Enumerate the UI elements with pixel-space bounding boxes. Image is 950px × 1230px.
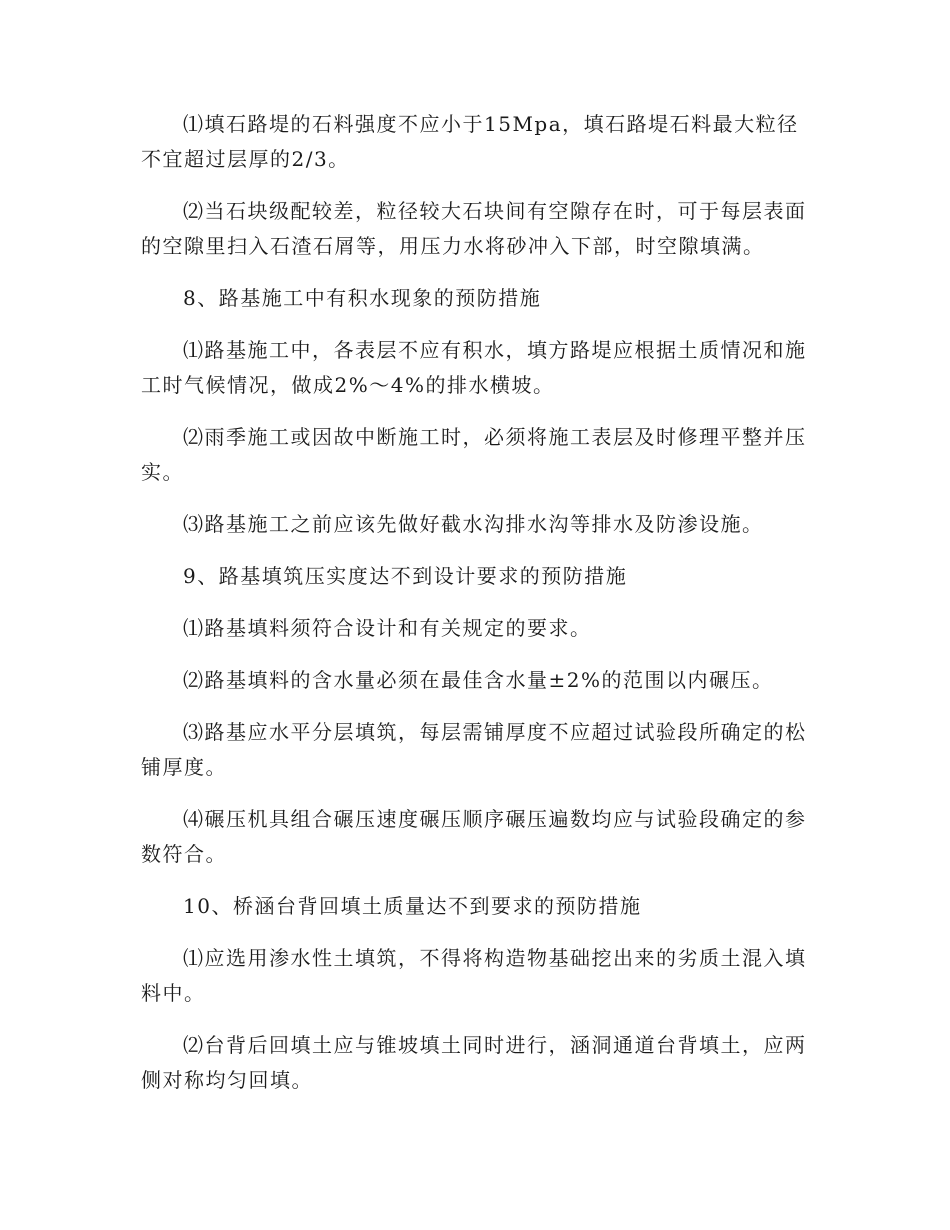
list-item: ⑴路基施工中，各表层不应有积水，填方路堤应根据土质情况和施工时气候情况，做成2%～4%的排水横坡。: [141, 338, 807, 397]
list-item: ⑵路基填料的含水量必须在最佳含水量±2%的范围以内碾压。: [183, 668, 774, 692]
section-heading-8: 8、路基施工中有积水现象的预防措施: [183, 286, 542, 310]
list-item: ⑴应选用渗水性土填筑，不得将构造物基础挖出来的劣质土混入填料中。: [141, 946, 807, 1005]
list-item: ⑵雨季施工或因故中断施工时，必须将施工表层及时修理平整并压实。: [141, 425, 807, 484]
list-item: ⑷碾压机具组合碾压速度碾压顺序碾压遍数均应与试验段确定的参数符合。: [141, 807, 807, 866]
section-heading-9: 9、路基填筑压实度达不到设计要求的预防措施: [183, 564, 628, 588]
list-item: ⑴路基填料须符合设计和有关规定的要求。: [183, 616, 592, 640]
list-item: ⑵当石块级配较差，粒径较大石块间有空隙存在时，可于每层表面的空隙里扫入石渣石屑等，用压力水将砂冲入下部，时空隙填满。: [141, 199, 807, 258]
section-heading-10: 10、桥涵台背回填土质量达不到要求的预防措施: [183, 894, 642, 918]
list-item: ⑴填石路堤的石料强度不应小于15Mpa，填石路堤石料最大粒径不宜超过层厚的2/3。: [141, 112, 799, 171]
list-item: ⑶路基施工之前应该先做好截水沟排水沟等排水及防渗设施。: [183, 512, 764, 536]
list-item: ⑶路基应水平分层填筑，每层需铺厚度不应超过试验段所确定的松铺厚度。: [141, 720, 807, 779]
list-item: ⑵台背后回填土应与锥坡填土同时进行，涵洞通道台背填土，应两侧对称均匀回填。: [141, 1033, 807, 1092]
document-page: [141, 107, 811, 1098]
